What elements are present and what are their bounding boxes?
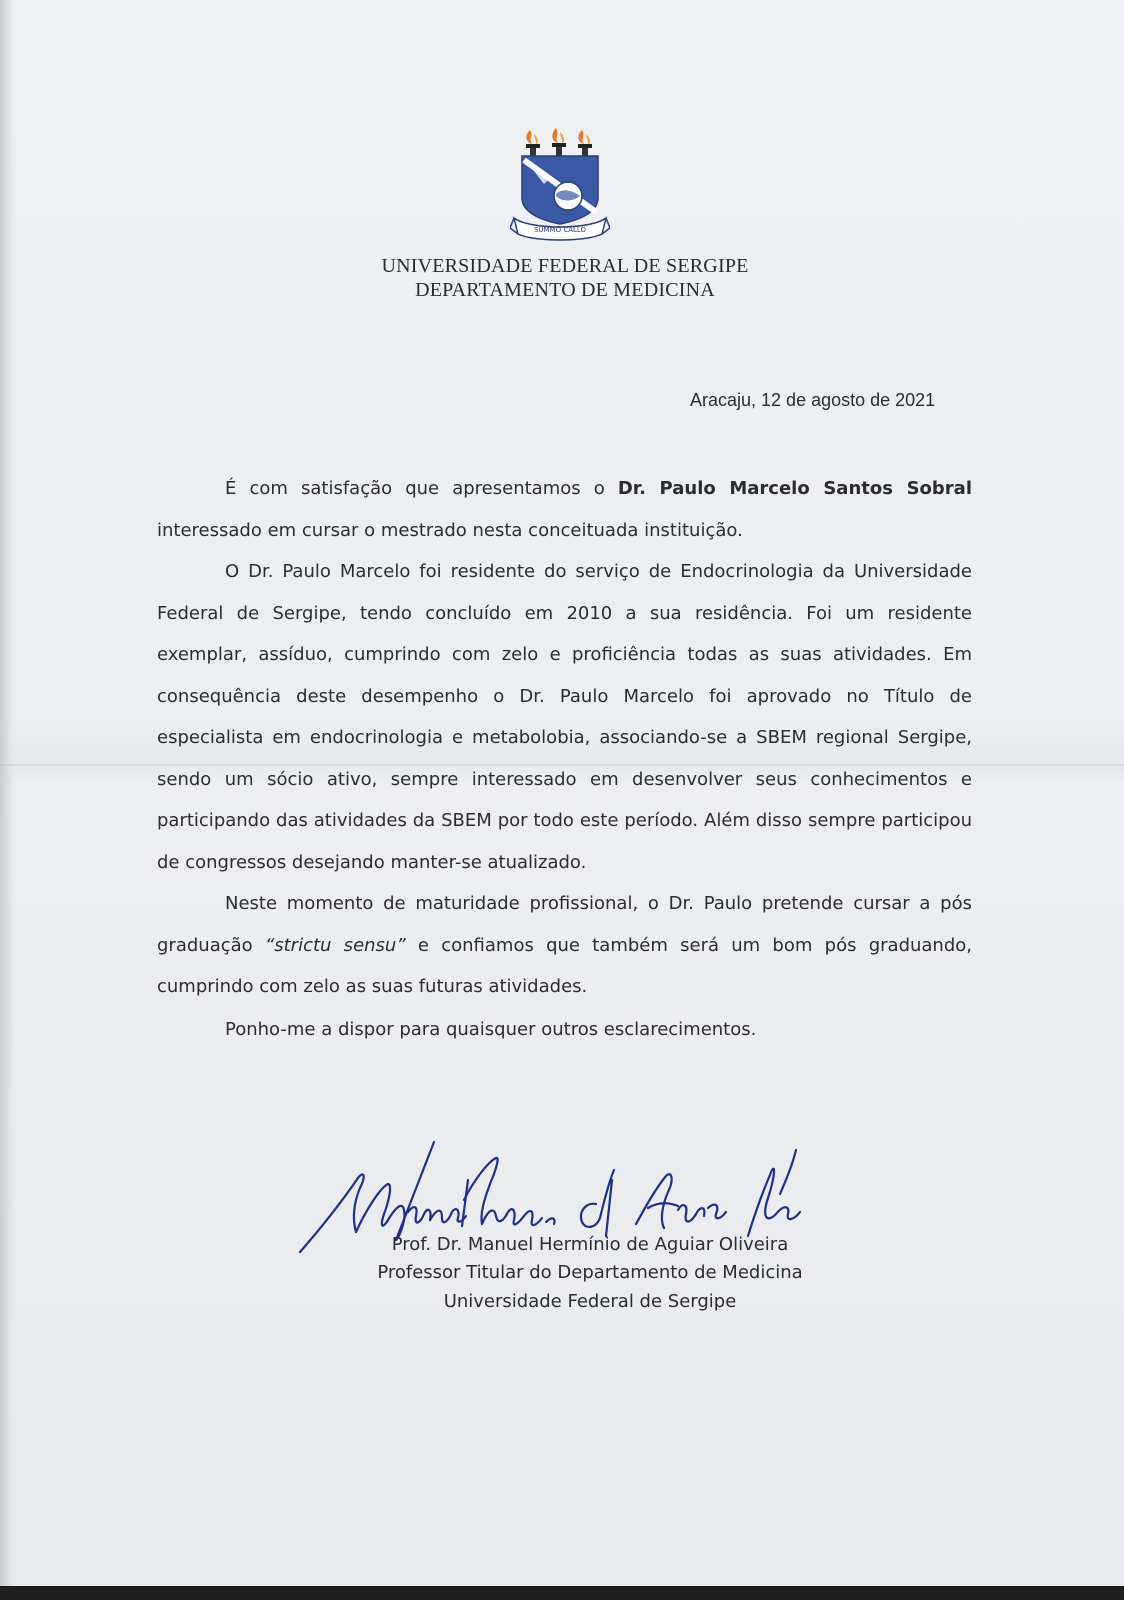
intro-rest: interessado em cursar o mestrado nesta conceituada instituição. xyxy=(157,519,743,541)
paragraph-closing: Ponho-me a dispor para quaisquer outros esclarecimentos. xyxy=(225,1019,757,1040)
strictu-sensu-term: “strictu sensu” xyxy=(264,934,406,956)
signatory-name: Prof. Dr. Manuel Hermínio de Aguiar Oliveira xyxy=(391,1234,789,1255)
university-seal-logo xyxy=(510,126,610,244)
paper-left-shadow xyxy=(0,0,14,1600)
paragraph-residency: O Dr. Paulo Marcelo foi residente do serviço de Endocrinologia da Universidade Federal de Sergipe, tendo concluído em 2010 a sua residência. Foi um residente exemplar, assíduo, cumprindo com zelo e proficiência todas as suas atividades. Em consequência deste desempenho o Dr. Paulo Marcelo foi aprovado no Título de especialista em endocrinologia e metabolobia, associando-se a SBEM regional Sergipe, sendo um sócio ativo, sempre interessado em desenvolver seus conhecimentos e participando das atividades da SBEM por todo este período. Além disso sempre participou de congressos desejando manter-se atualizado. xyxy=(157,561,972,873)
department-name: DEPARTAMENTO DE MEDICINA xyxy=(415,279,715,301)
university-name: UNIVERSIDADE FEDERAL DE SERGIPE xyxy=(381,255,749,277)
signatory-title: Professor Titular do Departamento de Medicina xyxy=(377,1262,803,1283)
torch-flames xyxy=(526,128,592,156)
seal-motto: SUMMO CALLO xyxy=(533,226,587,234)
paragraph-graduate xyxy=(157,883,972,1008)
candidate-name: Dr. Paulo Marcelo Santos Sobral xyxy=(617,478,972,499)
paragraph-intro xyxy=(157,468,972,551)
photo-bottom-edge xyxy=(0,1586,1124,1600)
graduate-text-after: e confiamos que também será um bom pós graduando, cumprindo com zelo as suas futuras atividades. xyxy=(157,934,972,997)
intro-text: É com satisfação que apresentamos o xyxy=(225,478,605,499)
signatory-institution: Universidade Federal de Sergipe xyxy=(443,1291,737,1312)
graduate-text-before: Neste momento de maturidade profissional, o Dr. Paulo pretende cursar a pós graduação xyxy=(157,893,972,956)
letter-date: Aracaju, 12 de agosto de 2021 xyxy=(690,390,936,410)
